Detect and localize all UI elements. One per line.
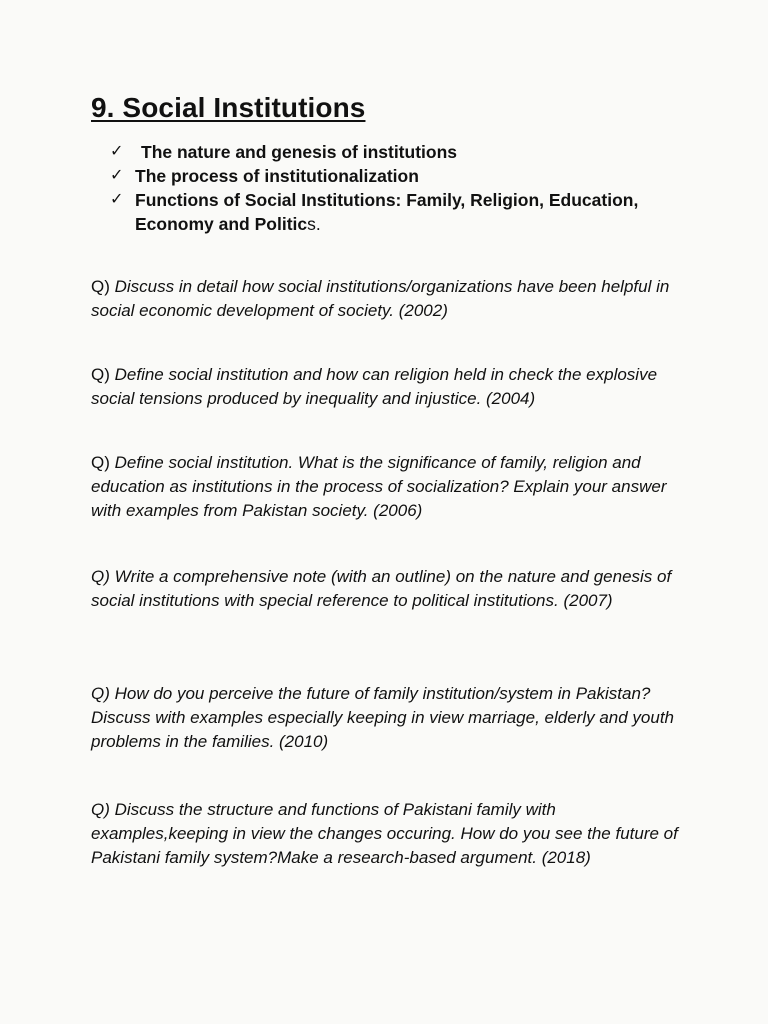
topic-text: The nature and genesis of institutions [141, 142, 457, 162]
question-text: Q) Discuss the structure and functions of Pakistani family with examples,keeping in view the changes occuring. How do you see the future of Pakistani family system?Make a research-based argument. (2018) [91, 800, 678, 867]
question-item [91, 451, 691, 523]
question-item [91, 682, 691, 754]
topic-item [110, 140, 670, 164]
topic-item [110, 188, 670, 236]
question-prefix: Q) [91, 277, 115, 296]
checkmark-icon: ✓ [110, 167, 124, 184]
question-item [91, 565, 691, 613]
question-item [91, 363, 691, 411]
topic-text-tail: s. [307, 214, 321, 234]
question-text: Discuss in detail how social institutions/organizations have been helpful in social economic development of society. (2002) [91, 277, 670, 320]
page-title: 9. Social Institutions [91, 92, 366, 123]
question-text: Q) How do you perceive the future of family institution/system in Pakistan? Discuss with examples especially keeping in view marriage, elderly and youth problems in the families. (2010) [91, 684, 674, 751]
topic-list [110, 140, 670, 236]
question-text: Define social institution. What is the significance of family, religion and education as institutions in the process of socialization? Explain your answer with examples from Pakistan society. (2006) [91, 453, 667, 520]
topic-text: Functions of Social Institutions: Family, Religion, Education, Economy and Politic [135, 190, 639, 234]
question-text: Define social institution and how can religion held in check the explosive social tensions produced by inequality and injustice. (2004) [91, 365, 658, 408]
topic-text: The process of institutionalization [135, 166, 419, 186]
checkmark-icon: ✓ [110, 143, 124, 160]
question-prefix: Q) [91, 453, 115, 472]
topic-item [110, 164, 670, 188]
question-item [91, 275, 691, 323]
question-text: Q) Write a comprehensive note (with an outline) on the nature and genesis of social institutions with special reference to political institutions. (2007) [91, 567, 672, 610]
question-prefix: Q) [91, 365, 115, 384]
checkmark-icon: ✓ [110, 191, 124, 208]
question-item [91, 798, 691, 870]
